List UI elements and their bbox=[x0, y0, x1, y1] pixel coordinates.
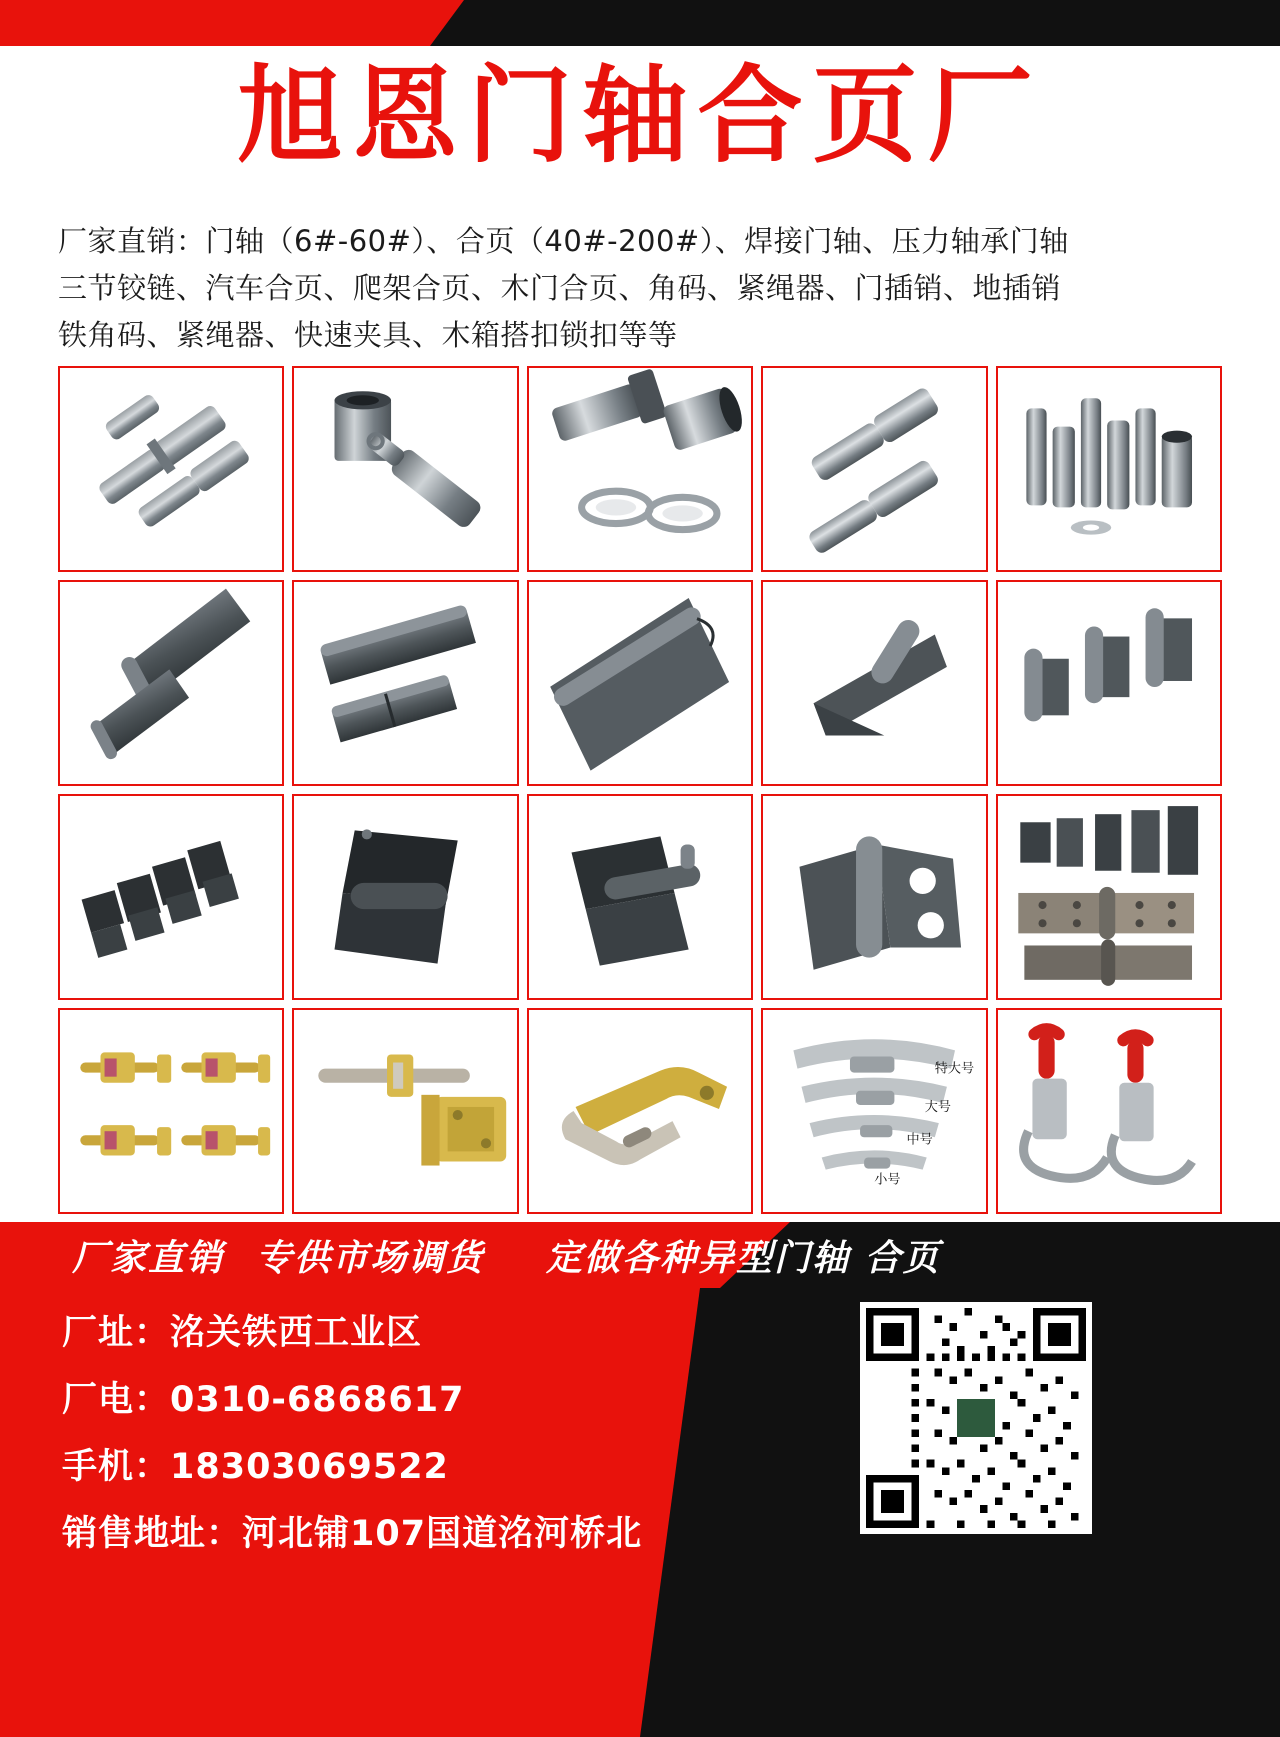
quick-clamp-icon bbox=[998, 1010, 1220, 1212]
product-cell-weld-on-hinge-flat bbox=[58, 580, 284, 786]
product-cell-toggle-hasp-latch bbox=[527, 1008, 753, 1214]
slogan-part-2: 专供市场调货 bbox=[256, 1237, 485, 1279]
contact-phone-value: 0310-6868617 bbox=[170, 1380, 465, 1420]
wood-hinge-icon bbox=[998, 796, 1220, 998]
pin-sleeve-icon bbox=[294, 368, 516, 570]
product-cell-long-weld-hinge bbox=[527, 580, 753, 786]
product-cell-door-latch-bolts bbox=[58, 1008, 284, 1214]
product-cell-ground-latch-bolt bbox=[292, 1008, 518, 1214]
description-line-1: 厂家直销：门轴（6#-60#）、合页（40#-200#）、焊接门轴、压力轴承门轴 bbox=[58, 224, 1069, 258]
qr-code-container bbox=[860, 1302, 1092, 1534]
hasp-sizes-icon bbox=[763, 1010, 985, 1212]
three-section-hinge-icon bbox=[294, 582, 516, 784]
hasp-size-label-s: 小号 bbox=[874, 1172, 901, 1188]
product-cell-flat-plate-hinge bbox=[527, 794, 753, 1000]
pivot-pins-icon bbox=[60, 368, 282, 570]
plate-hinge-icon bbox=[529, 796, 751, 998]
contact-sales-label: 销售地址： bbox=[62, 1514, 243, 1554]
scaffold-hinge-icon bbox=[60, 796, 282, 998]
slogan-part-3: 定做各种异型门轴 合页 bbox=[546, 1237, 941, 1279]
hasp-size-label-l: 大号 bbox=[924, 1100, 952, 1115]
top-banner-red-block bbox=[0, 0, 430, 46]
contact-address-label: 厂址： bbox=[62, 1313, 171, 1353]
thrust-bearing-icon bbox=[529, 368, 751, 570]
pin-assortment-icon bbox=[998, 368, 1220, 570]
hasp-size-label-xl: 特大号 bbox=[934, 1061, 975, 1077]
slogan-text bbox=[0, 1224, 1280, 1286]
product-grid bbox=[58, 366, 1222, 1214]
slogan-part-1: 厂家直销 bbox=[72, 1237, 225, 1279]
product-cell-hasp-size-range bbox=[761, 1008, 987, 1214]
product-cell-heavy-weld-hinge bbox=[761, 580, 987, 786]
header bbox=[0, 46, 1280, 206]
long-hinge-icon bbox=[529, 582, 751, 784]
product-cell-pivot-pin-assortment bbox=[996, 366, 1222, 572]
product-cell-pivot-pin-pair bbox=[761, 366, 987, 572]
contact-address-value: 洺关铁西工业区 bbox=[170, 1313, 423, 1353]
contact-mobile-row bbox=[62, 1434, 842, 1501]
contact-phone-label: 厂电： bbox=[62, 1380, 171, 1420]
contact-block bbox=[62, 1300, 842, 1568]
heavy-hinge-icon bbox=[763, 582, 985, 784]
product-cell-lift-off-hinge-set bbox=[996, 580, 1222, 786]
product-cell-pivot-pin-and-sleeve bbox=[292, 366, 518, 572]
contact-mobile-label: 手机： bbox=[62, 1447, 171, 1487]
product-cell-bolt-on-hinge bbox=[761, 794, 987, 1000]
page-title: 旭恩门轴合页厂 bbox=[237, 55, 1043, 177]
product-cell-wood-door-hinge-set bbox=[996, 794, 1222, 1000]
wechat-qr-code-icon bbox=[866, 1308, 1086, 1528]
contact-sales-value: 河北铺107国道洺河桥北 bbox=[242, 1514, 643, 1554]
hasp-size-label-m: 中号 bbox=[906, 1132, 933, 1148]
product-cell-car-door-hinge bbox=[292, 794, 518, 1000]
weld-hinge-icon bbox=[60, 582, 282, 784]
description-line-3: 铁角码、紧绳器、快速夹具、木箱搭扣锁扣等等 bbox=[58, 318, 678, 352]
bolt-hinge-icon bbox=[763, 796, 985, 998]
contact-phone-row bbox=[62, 1367, 842, 1434]
hasp-latch-icon bbox=[529, 1010, 751, 1212]
lift-off-hinge-icon bbox=[998, 582, 1220, 784]
contact-mobile-value: 18303069522 bbox=[170, 1447, 449, 1487]
product-cell-thrust-bearing-pivot bbox=[527, 366, 753, 572]
contact-sales-row bbox=[62, 1501, 842, 1568]
ground-latch-icon bbox=[294, 1010, 516, 1212]
top-banner bbox=[0, 0, 1280, 46]
product-cell-welded-door-pivot-pins bbox=[58, 366, 284, 572]
product-cell-three-section-hinge bbox=[292, 580, 518, 786]
description-block bbox=[58, 218, 1238, 359]
pin-pair-icon bbox=[763, 368, 985, 570]
latch-bolts-icon bbox=[60, 1010, 282, 1212]
product-cell-quick-clamp-toggle bbox=[996, 1008, 1222, 1214]
product-cell-scaffold-hinge-strip bbox=[58, 794, 284, 1000]
contact-address-row bbox=[62, 1300, 842, 1367]
car-hinge-icon bbox=[294, 796, 516, 998]
description-line-2: 三节铰链、汽车合页、爬架合页、木门合页、角码、紧绳器、门插销、地插销 bbox=[58, 271, 1062, 305]
